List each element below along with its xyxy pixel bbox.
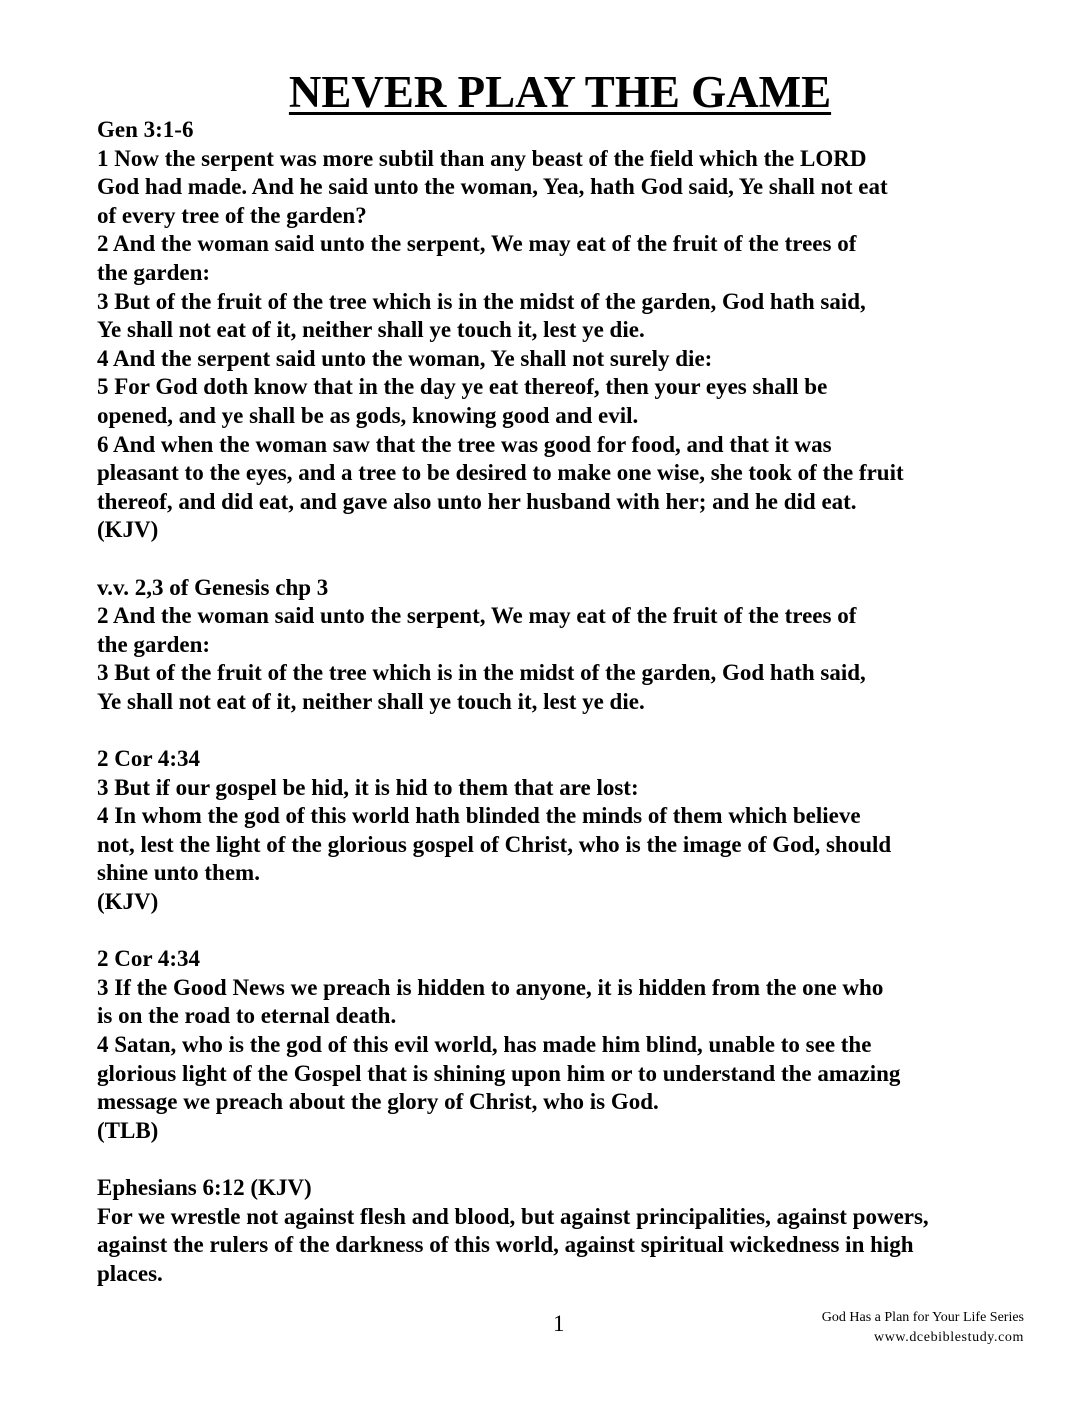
footer-series: God Has a Plan for Your Life Series xyxy=(821,1310,1024,1325)
verse-line: against the rulers of the darkness of this world, against spiritual wickedness in high xyxy=(97,1232,914,1258)
verse-line: Ye shall not eat of it, neither shall ye touch it, lest ye die. xyxy=(97,317,645,343)
verse-line: 6 And when the woman saw that the tree was good for food, and that it was xyxy=(97,431,832,457)
translation-label: (KJV) xyxy=(97,517,159,543)
passage-ephesians-6-12 xyxy=(97,1174,1057,1288)
footer xyxy=(822,1308,1024,1348)
passage-heading: 2 Cor 4:34 xyxy=(97,746,201,772)
verse-line: 4 And the serpent said unto the woman, Ye shall not surely die: xyxy=(97,345,713,371)
verse-line: the garden: xyxy=(97,259,211,285)
passage-heading: 2 Cor 4:34 xyxy=(97,946,201,972)
verse-line: 3 But if our gospel be hid, it is hid to them that are lost: xyxy=(97,774,639,800)
verse-line: 5 For God doth know that in the day ye eat thereof, then your eyes shall be xyxy=(97,374,828,400)
verse-line: God had made. And he said unto the woman, Yea, hath God said, Ye shall not eat xyxy=(97,174,888,200)
verse-line: For we wrestle not against flesh and blood, but against principalities, against powers, xyxy=(97,1203,929,1229)
verse-line: is on the road to eternal death. xyxy=(97,1003,397,1029)
passage-gen-3-1-6 xyxy=(97,116,1057,545)
verse-line: 1 Now the serpent was more subtil than any beast of the field which the LORD xyxy=(97,145,867,171)
passage-heading: Ephesians 6:12 (KJV) xyxy=(97,1174,312,1200)
passage-2-cor-4-kjv xyxy=(97,745,1057,917)
passage-heading: v.v. 2,3 of Genesis chp 3 xyxy=(97,574,329,600)
translation-label: (TLB) xyxy=(97,1117,159,1143)
passage-gen-3-2-3 xyxy=(97,574,1057,717)
verse-line: 2 And the woman said unto the serpent, We may eat of the fruit of the trees of xyxy=(97,231,857,257)
verse-line: places. xyxy=(97,1260,163,1286)
page-number: 1 xyxy=(553,1311,565,1336)
verse-line: 4 Satan, who is the god of this evil world, has made him blind, unable to see the xyxy=(97,1032,872,1057)
verse-line: thereof, and did eat, and gave also unto her husband with her; and he did eat. xyxy=(97,488,857,514)
verse-line: 3 If the Good News we preach is hidden to anyone, it is hidden from the one who xyxy=(97,974,884,1000)
verse-line: 3 But of the fruit of the tree which is in the midst of the garden, God hath said, xyxy=(97,660,866,686)
footer-website: www.dcebiblestudy.com xyxy=(874,1330,1024,1345)
verse-line: 4 In whom the god of this world hath blinded the minds of them which believe xyxy=(97,803,861,829)
verse-line: the garden: xyxy=(97,631,211,657)
passage-2-cor-4-tlb xyxy=(97,945,1057,1145)
verse-line: of every tree of the garden? xyxy=(97,202,367,228)
verse-line: Ye shall not eat of it, neither shall ye touch it, lest ye die. xyxy=(97,688,645,714)
verse-line: 3 But of the fruit of the tree which is in the midst of the garden, God hath said, xyxy=(97,288,866,314)
verse-line: opened, and ye shall be as gods, knowing good and evil. xyxy=(97,402,639,428)
verse-line: glorious light of the Gospel that is shining upon him or to understand the amazing xyxy=(97,1060,901,1086)
verse-line: not, lest the light of the glorious gospel of Christ, who is the image of God, should xyxy=(97,831,892,857)
translation-label: (KJV) xyxy=(97,889,159,915)
document-body xyxy=(97,116,1057,1288)
verse-line: shine unto them. xyxy=(97,860,260,886)
passage-heading: Gen 3:1-6 xyxy=(97,117,194,142)
verse-line: 2 And the woman said unto the serpent, We may eat of the fruit of the trees of xyxy=(97,603,857,629)
page-title: NEVER PLAY THE GAME xyxy=(288,67,832,117)
verse-line: message we preach about the glory of Christ, who is God. xyxy=(97,1089,659,1115)
verse-line: pleasant to the eyes, and a tree to be desired to make one wise, she took of the fruit xyxy=(97,460,904,486)
